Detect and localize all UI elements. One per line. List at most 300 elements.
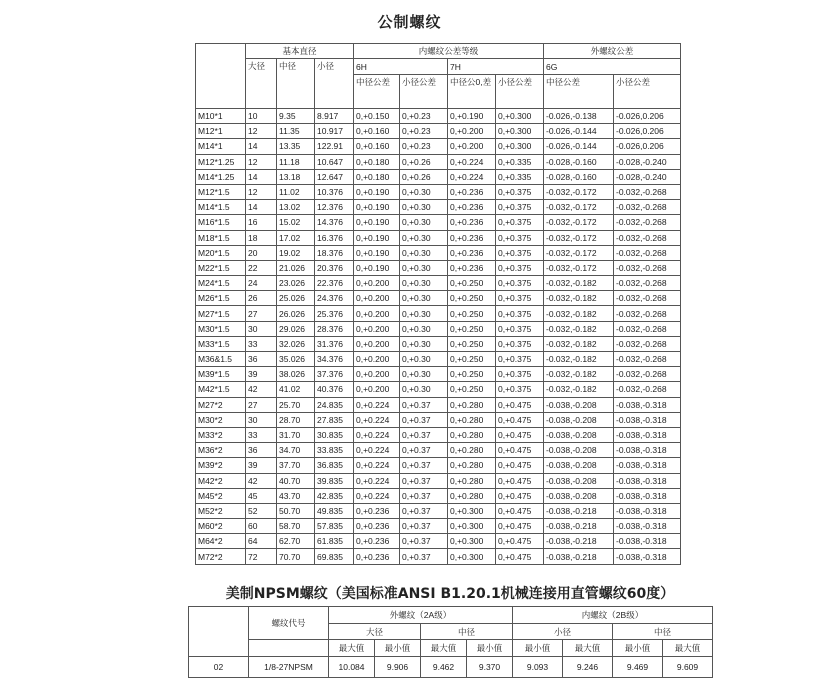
table-cell: 39.835 — [315, 473, 354, 488]
table-cell: 25.026 — [277, 291, 315, 306]
table-cell: 0,+0.280 — [448, 488, 496, 503]
table-cell: 31.376 — [315, 336, 354, 351]
table-cell: 22.376 — [315, 276, 354, 291]
table-cell: -0.026,0.206 — [614, 124, 681, 139]
table-cell: 0,+0.37 — [400, 549, 448, 564]
table-cell: 39 — [246, 458, 277, 473]
table-cell: 1/8-27NPSM — [249, 657, 329, 678]
table-cell: -0.032,-0.268 — [614, 352, 681, 367]
metric-table-row — [196, 291, 681, 306]
table-cell: -0.032,-0.268 — [614, 184, 681, 199]
table-cell: 39 — [246, 367, 277, 382]
table-cell: 0,+0.280 — [448, 427, 496, 442]
table-cell: M39*1.5 — [196, 367, 246, 382]
table-cell: -0.032,-0.268 — [614, 336, 681, 351]
minor-tolerance-6g-header: 小径公差 — [614, 75, 681, 109]
table-cell: 122.91 — [315, 139, 354, 154]
table-cell: 72 — [246, 549, 277, 564]
table-cell: 0,+0.475 — [496, 443, 544, 458]
table-cell: M14*1.25 — [196, 169, 246, 184]
table-cell: 0,+0.224 — [448, 154, 496, 169]
table-cell: 13.18 — [277, 169, 315, 184]
table-cell: 0,+0.23 — [400, 109, 448, 124]
table-cell: M20*1.5 — [196, 245, 246, 260]
minor-diameter-header: 小径 — [315, 59, 354, 109]
table-cell: 30 — [246, 321, 277, 336]
table-cell: -0.028,-0.240 — [614, 169, 681, 184]
table-cell: 0,+0.236 — [448, 260, 496, 275]
table-cell: 0,+0.30 — [400, 306, 448, 321]
table-cell: 9.35 — [277, 109, 315, 124]
npsm-minor-max-header: 最大值 — [563, 640, 613, 657]
table-cell: 10.647 — [315, 154, 354, 169]
table-cell: -0.038,-0.318 — [614, 473, 681, 488]
table-cell: 0,+0.224 — [354, 427, 400, 442]
table-cell: 0,+0.30 — [400, 215, 448, 230]
npsm-major-max-header: 最大值 — [329, 640, 375, 657]
table-cell: 49.835 — [315, 503, 354, 518]
table-cell: 69.835 — [315, 549, 354, 564]
table-cell: 0,+0.236 — [354, 549, 400, 564]
table-cell: 24.376 — [315, 291, 354, 306]
grade-7h-header: 7H — [448, 59, 544, 75]
table-cell: M26*1.5 — [196, 291, 246, 306]
table-cell: -0.038,-0.208 — [544, 458, 614, 473]
table-cell: M36*2 — [196, 443, 246, 458]
metric-table-row — [196, 336, 681, 351]
metric-table-row — [196, 139, 681, 154]
table-cell: -0.038,-0.318 — [614, 412, 681, 427]
table-cell: 58.70 — [277, 519, 315, 534]
table-cell: 0,+0.200 — [354, 382, 400, 397]
metric-table-row — [196, 534, 681, 549]
table-cell: M14*1.5 — [196, 200, 246, 215]
table-cell: M27*2 — [196, 397, 246, 412]
table-cell: 0,+0.224 — [354, 458, 400, 473]
table-cell: -0.032,-0.182 — [544, 336, 614, 351]
table-cell: M30*1.5 — [196, 321, 246, 336]
table-cell: 0,+0.37 — [400, 473, 448, 488]
table-cell: -0.038,-0.208 — [544, 443, 614, 458]
table-cell: 0,+0.224 — [448, 169, 496, 184]
table-cell: 0,+0.236 — [354, 503, 400, 518]
table-cell: 60 — [246, 519, 277, 534]
internal-thread-header: 内螺纹（2B级） — [513, 607, 713, 624]
table-cell: 0,+0.375 — [496, 200, 544, 215]
table-cell: 0,+0.280 — [448, 397, 496, 412]
table-cell: 9.462 — [421, 657, 467, 678]
table-cell: 26.026 — [277, 306, 315, 321]
table-cell: -0.032,-0.182 — [544, 321, 614, 336]
table-cell: -0.032,-0.268 — [614, 367, 681, 382]
table-cell: -0.038,-0.318 — [614, 549, 681, 564]
table-cell: -0.038,-0.318 — [614, 427, 681, 442]
table-cell: M10*1 — [196, 109, 246, 124]
table-cell: 0,+0.190 — [354, 200, 400, 215]
table-cell: 0,+0.224 — [354, 397, 400, 412]
metric-table-row — [196, 488, 681, 503]
table-cell: -0.038,-0.208 — [544, 397, 614, 412]
table-cell: 0,+0.475 — [496, 458, 544, 473]
table-cell: 33 — [246, 336, 277, 351]
table-cell: 0,+0.200 — [354, 321, 400, 336]
table-cell: 0,+0.475 — [496, 427, 544, 442]
table-cell: 0,+0.160 — [354, 139, 400, 154]
table-cell: 0,+0.280 — [448, 473, 496, 488]
page-title-npsm: 美制NPSM螺纹（美国标准ANSI B1.20.1机械连接用直管螺纹60度） — [225, 586, 675, 602]
table-cell: -0.032,-0.182 — [544, 367, 614, 382]
npsm-major-min-header: 最小值 — [375, 640, 421, 657]
table-cell: 13.02 — [277, 200, 315, 215]
table-cell: 0,+0.200 — [354, 306, 400, 321]
table-cell: 0,+0.37 — [400, 534, 448, 549]
table-cell: 42 — [246, 382, 277, 397]
table-cell: 45 — [246, 488, 277, 503]
table-cell: -0.032,-0.182 — [544, 291, 614, 306]
table-cell: 0,+0.26 — [400, 154, 448, 169]
table-cell: 0,+0.200 — [354, 367, 400, 382]
table-cell: 0,+0.475 — [496, 549, 544, 564]
table-cell: 0,+0.475 — [496, 534, 544, 549]
table-cell: 0,+0.300 — [448, 534, 496, 549]
table-cell: -0.032,-0.268 — [614, 276, 681, 291]
table-cell: -0.038,-0.318 — [614, 443, 681, 458]
table-cell: 0,+0.375 — [496, 291, 544, 306]
table-cell: 0,+0.37 — [400, 427, 448, 442]
table-cell: 0,+0.30 — [400, 200, 448, 215]
table-cell: 0,+0.236 — [354, 534, 400, 549]
table-cell: -0.038,-0.318 — [614, 458, 681, 473]
minor-tolerance-7h-header: 小径公差 — [496, 75, 544, 109]
table-cell: 34.70 — [277, 443, 315, 458]
table-cell: 0,+0.280 — [448, 443, 496, 458]
table-cell: 27 — [246, 397, 277, 412]
thread-code-header: 螺纹代号 — [249, 607, 329, 640]
table-cell: 14 — [246, 169, 277, 184]
table-cell: -0.032,-0.172 — [544, 200, 614, 215]
metric-table-row — [196, 443, 681, 458]
table-cell: 0,+0.26 — [400, 169, 448, 184]
table-cell: 0,+0.236 — [448, 215, 496, 230]
table-cell: 18 — [246, 230, 277, 245]
table-cell: M14*1 — [196, 139, 246, 154]
table-cell: 40.376 — [315, 382, 354, 397]
table-cell: 0,+0.300 — [496, 139, 544, 154]
table-cell: 0,+0.375 — [496, 245, 544, 260]
table-cell: 0,+0.250 — [448, 352, 496, 367]
npsm-pitch-ext-min-header: 最小值 — [467, 640, 513, 657]
table-cell: 0,+0.200 — [354, 276, 400, 291]
table-cell: 0,+0.37 — [400, 458, 448, 473]
table-cell: -0.032,-0.268 — [614, 260, 681, 275]
table-cell: 36 — [246, 352, 277, 367]
table-cell: M60*2 — [196, 519, 246, 534]
table-cell: 27 — [246, 306, 277, 321]
table-cell: 62.70 — [277, 534, 315, 549]
table-cell: 0,+0.23 — [400, 139, 448, 154]
table-cell: 0,+0.224 — [354, 412, 400, 427]
table-cell: 34.376 — [315, 352, 354, 367]
table-cell: 27.835 — [315, 412, 354, 427]
table-cell: 16.376 — [315, 230, 354, 245]
table-cell: 0,+0.375 — [496, 215, 544, 230]
table-cell: -0.026,-0.138 — [544, 109, 614, 124]
table-cell: M72*2 — [196, 549, 246, 564]
table-cell: 36 — [246, 443, 277, 458]
table-cell: 37.376 — [315, 367, 354, 382]
table-cell: 0,+0.475 — [496, 473, 544, 488]
table-cell: 0,+0.30 — [400, 260, 448, 275]
table-cell: 20 — [246, 245, 277, 260]
table-cell: M36&1.5 — [196, 352, 246, 367]
table-cell: 17.02 — [277, 230, 315, 245]
table-cell: 0,+0.280 — [448, 458, 496, 473]
table-cell: 64 — [246, 534, 277, 549]
table-cell: 0,+0.30 — [400, 336, 448, 351]
table-cell: 18.376 — [315, 245, 354, 260]
table-cell: M30*2 — [196, 412, 246, 427]
table-cell: M24*1.5 — [196, 276, 246, 291]
grade-6g-header: 6G — [544, 59, 681, 75]
table-cell: 0,+0.300 — [496, 109, 544, 124]
metric-table-row — [196, 260, 681, 275]
table-cell: 38.026 — [277, 367, 315, 382]
metric-table-row — [196, 169, 681, 184]
table-cell: 50.70 — [277, 503, 315, 518]
table-cell: 9.906 — [375, 657, 421, 678]
table-cell: 0,+0.375 — [496, 230, 544, 245]
table-cell: 0,+0.335 — [496, 154, 544, 169]
table-cell: -0.026,0.206 — [614, 109, 681, 124]
table-cell: 0,+0.375 — [496, 321, 544, 336]
table-cell: -0.028,-0.240 — [614, 154, 681, 169]
metric-table-row — [196, 458, 681, 473]
table-cell: 0,+0.37 — [400, 519, 448, 534]
table-cell: 10 — [246, 109, 277, 124]
npsm-pitch-ext-header: 中径 — [421, 624, 513, 640]
table-cell: 0,+0.375 — [496, 367, 544, 382]
table-cell: -0.038,-0.318 — [614, 488, 681, 503]
pitch-diameter-header: 中径 — [277, 59, 315, 109]
npsm-minor-header: 小径 — [513, 624, 613, 640]
table-cell: -0.038,-0.218 — [544, 549, 614, 564]
table-cell: 36.835 — [315, 458, 354, 473]
basic-diameter-header: 基本直径 — [246, 44, 354, 59]
table-cell: 25.376 — [315, 306, 354, 321]
internal-tolerance-header: 内螺纹公差等级 — [354, 44, 544, 59]
table-cell: 42 — [246, 473, 277, 488]
npsm-pitch-int-min-header: 最小值 — [613, 640, 663, 657]
table-cell: 0,+0.236 — [354, 519, 400, 534]
table-cell: 0,+0.200 — [354, 336, 400, 351]
table-cell: -0.038,-0.218 — [544, 534, 614, 549]
metric-table-row — [196, 503, 681, 518]
npsm-pitch-ext-max-header: 最大值 — [421, 640, 467, 657]
table-cell: -0.032,-0.268 — [614, 291, 681, 306]
npsm-minor-min-header: 最小值 — [513, 640, 563, 657]
metric-table-row — [196, 276, 681, 291]
npsm-thread-table — [188, 606, 713, 678]
table-cell: 0,+0.23 — [400, 124, 448, 139]
table-cell: 0,+0.300 — [448, 519, 496, 534]
table-cell: 10.376 — [315, 184, 354, 199]
table-cell: M27*1.5 — [196, 306, 246, 321]
table-cell: 0,+0.475 — [496, 397, 544, 412]
table-cell: -0.028,-0.160 — [544, 169, 614, 184]
metric-table-row — [196, 427, 681, 442]
table-cell: -0.026,-0.144 — [544, 124, 614, 139]
table-cell: 32.026 — [277, 336, 315, 351]
table-cell: 0,+0.375 — [496, 276, 544, 291]
table-cell: -0.032,-0.268 — [614, 200, 681, 215]
metric-table-row — [196, 306, 681, 321]
table-cell: 0,+0.30 — [400, 276, 448, 291]
table-cell: 0,+0.236 — [448, 230, 496, 245]
metric-table-row — [196, 109, 681, 124]
table-cell: 14.376 — [315, 215, 354, 230]
table-cell: 0,+0.30 — [400, 367, 448, 382]
table-cell: 0,+0.250 — [448, 367, 496, 382]
table-cell: 9.370 — [467, 657, 513, 678]
table-cell: -0.038,-0.208 — [544, 412, 614, 427]
table-cell: 25.70 — [277, 397, 315, 412]
table-cell: 0,+0.300 — [496, 124, 544, 139]
table-cell: 19.02 — [277, 245, 315, 260]
table-cell: 28.376 — [315, 321, 354, 336]
table-cell: 0,+0.190 — [354, 260, 400, 275]
table-cell: -0.032,-0.182 — [544, 382, 614, 397]
table-cell: -0.032,-0.268 — [614, 215, 681, 230]
table-cell: 35.026 — [277, 352, 315, 367]
table-cell: -0.038,-0.318 — [614, 519, 681, 534]
table-cell: 33.835 — [315, 443, 354, 458]
table-cell: 14 — [246, 139, 277, 154]
table-cell: 0,+0.160 — [354, 124, 400, 139]
table-cell: -0.032,-0.268 — [614, 382, 681, 397]
table-cell: 0,+0.224 — [354, 488, 400, 503]
table-cell: 42.835 — [315, 488, 354, 503]
npsm-pitch-int-max-header: 最大值 — [663, 640, 713, 657]
table-cell: -0.038,-0.318 — [614, 397, 681, 412]
table-cell: 31.70 — [277, 427, 315, 442]
external-tolerance-header: 外螺纹公差 — [544, 44, 681, 59]
pitch-tolerance-7h-header: 中径公0,差 — [448, 75, 496, 109]
table-cell: 0,+0.375 — [496, 306, 544, 321]
table-cell: 0,+0.30 — [400, 291, 448, 306]
table-cell: 0,+0.236 — [448, 184, 496, 199]
npsm-table-row — [189, 657, 713, 678]
table-cell: 0,+0.30 — [400, 352, 448, 367]
table-cell: 0,+0.30 — [400, 230, 448, 245]
metric-table-row — [196, 549, 681, 564]
table-cell: -0.032,-0.182 — [544, 276, 614, 291]
table-cell: 0,+0.475 — [496, 488, 544, 503]
table-cell: -0.032,-0.172 — [544, 260, 614, 275]
table-cell: 13.35 — [277, 139, 315, 154]
table-cell: 0,+0.250 — [448, 276, 496, 291]
table-cell: 10.917 — [315, 124, 354, 139]
table-cell: 23.026 — [277, 276, 315, 291]
table-cell: 10.084 — [329, 657, 375, 678]
table-cell: 0,+0.475 — [496, 412, 544, 427]
table-cell: 0,+0.335 — [496, 169, 544, 184]
table-cell: -0.032,-0.172 — [544, 184, 614, 199]
table-cell: 28.70 — [277, 412, 315, 427]
table-cell: -0.032,-0.172 — [544, 215, 614, 230]
table-cell: 02 — [189, 657, 249, 678]
table-cell: 12 — [246, 154, 277, 169]
table-cell: -0.038,-0.218 — [544, 503, 614, 518]
table-cell: 30 — [246, 412, 277, 427]
table-cell: 0,+0.250 — [448, 291, 496, 306]
table-cell: -0.038,-0.318 — [614, 503, 681, 518]
table-cell: 12.647 — [315, 169, 354, 184]
table-cell: 0,+0.30 — [400, 382, 448, 397]
metric-table-row — [196, 473, 681, 488]
table-cell: 9.469 — [613, 657, 663, 678]
npsm-pitch-int-header: 中径 — [613, 624, 713, 640]
page-title-metric: 公制螺纹 — [377, 13, 442, 31]
table-cell: -0.038,-0.318 — [614, 534, 681, 549]
metric-table-row — [196, 367, 681, 382]
table-cell: 41.02 — [277, 382, 315, 397]
table-cell: -0.032,-0.268 — [614, 245, 681, 260]
pitch-tolerance-6h-header: 中径公差 — [354, 75, 400, 109]
table-cell: -0.032,-0.182 — [544, 352, 614, 367]
table-cell: 11.35 — [277, 124, 315, 139]
table-cell: 0,+0.30 — [400, 321, 448, 336]
table-cell: 0,+0.375 — [496, 352, 544, 367]
table-cell: 0,+0.37 — [400, 443, 448, 458]
table-cell: -0.026,0.206 — [614, 139, 681, 154]
table-cell: 29.026 — [277, 321, 315, 336]
table-cell: M12*1.5 — [196, 184, 246, 199]
table-cell: 0,+0.200 — [354, 291, 400, 306]
table-cell: 24 — [246, 276, 277, 291]
table-cell: 33 — [246, 427, 277, 442]
table-cell: -0.032,-0.268 — [614, 321, 681, 336]
table-cell: 0,+0.37 — [400, 503, 448, 518]
table-cell: 52 — [246, 503, 277, 518]
minor-tolerance-6h-header: 小径公差 — [400, 75, 448, 109]
table-cell: 12 — [246, 184, 277, 199]
npsm-blank-header — [249, 640, 329, 657]
thread-size-header — [196, 44, 246, 109]
major-diameter-header: 大径 — [246, 59, 277, 109]
table-cell: M39*2 — [196, 458, 246, 473]
metric-table-row — [196, 184, 681, 199]
table-cell: 0,+0.180 — [354, 169, 400, 184]
table-cell: 0,+0.475 — [496, 503, 544, 518]
table-cell: -0.038,-0.218 — [544, 519, 614, 534]
table-cell: 0,+0.30 — [400, 245, 448, 260]
table-cell: 0,+0.280 — [448, 412, 496, 427]
table-cell: 0,+0.475 — [496, 519, 544, 534]
table-cell: 12.376 — [315, 200, 354, 215]
table-cell: -0.028,-0.160 — [544, 154, 614, 169]
table-cell: 0,+0.200 — [448, 139, 496, 154]
metric-table-row — [196, 397, 681, 412]
table-cell: 0,+0.236 — [448, 200, 496, 215]
table-cell: 0,+0.37 — [400, 412, 448, 427]
table-cell: M33*2 — [196, 427, 246, 442]
table-cell: -0.032,-0.182 — [544, 306, 614, 321]
npsm-index-header — [189, 607, 249, 657]
table-cell: 0,+0.37 — [400, 397, 448, 412]
table-cell: 0,+0.224 — [354, 473, 400, 488]
table-cell: M16*1.5 — [196, 215, 246, 230]
metric-table-row — [196, 215, 681, 230]
